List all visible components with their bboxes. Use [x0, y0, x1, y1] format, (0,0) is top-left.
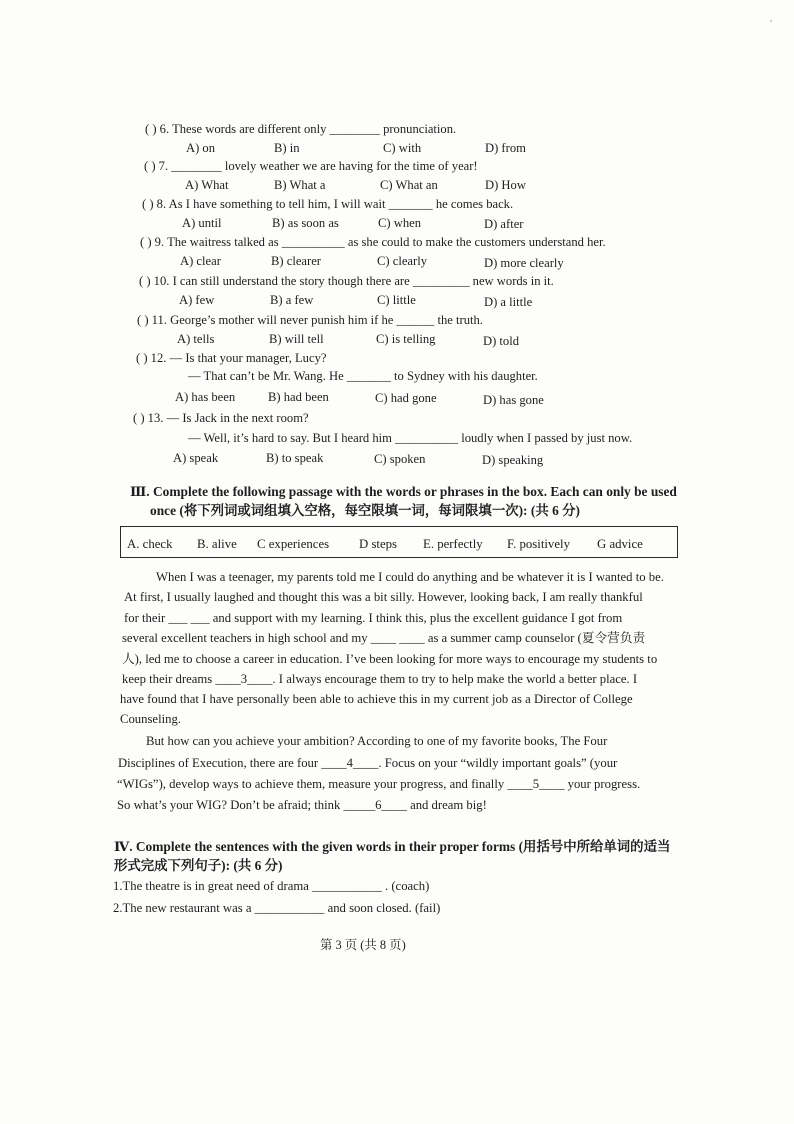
option-b: B) to speak: [266, 451, 324, 465]
passage-line: have found that I have personally been able to achieve this in my current job as a Director of College: [120, 692, 633, 706]
option-d: D) How: [485, 178, 526, 192]
question-stem: ( ) 13. — Is Jack in the next room?: [133, 411, 309, 425]
option-c: C) when: [378, 216, 422, 230]
option-a: A) clear: [180, 254, 221, 268]
option-d: D) after: [484, 217, 524, 231]
section-4-title: Ⅳ. Complete the sentences with the given words in their proper forms (用括号中所给单词的适当: [114, 839, 671, 854]
passage-line: When I was a teenager, my parents told me I could do anything and be whatever it is I wanted to be.: [156, 570, 664, 584]
option-a: A) speak: [173, 451, 219, 465]
section-4-subtitle: 形式完成下列句子): (共 6 分): [114, 858, 283, 873]
option-b: B) will tell: [269, 332, 324, 346]
option-a: A) has been: [175, 390, 236, 404]
option-a: A) What: [185, 178, 229, 192]
option-d: D) a little: [484, 295, 533, 309]
word-box: [120, 526, 678, 558]
question-stem: ( ) 6. These words are different only ________ pronunciation.: [145, 122, 457, 136]
option-b: B) What a: [274, 178, 326, 192]
option-c: C) spoken: [374, 452, 426, 466]
word-option: G advice: [597, 537, 643, 551]
sentence-item-2: 2.The new restaurant was a ___________ and soon closed. (fail): [113, 901, 441, 915]
question-stem: ( ) 10. I can still understand the story though there are _________ new words in it.: [139, 274, 554, 288]
word-option: B. alive: [197, 537, 237, 551]
option-b: B) a few: [270, 293, 314, 307]
passage-line: “WIGs”), develop ways to achieve them, measure your progress, and finally ____5____ your progress.: [117, 777, 641, 791]
option-b: B) as soon as: [272, 216, 339, 230]
word-option: A. check: [127, 537, 173, 551]
question-stem: ( ) 11. George’s mother will never punish him if he ______ the truth.: [137, 313, 483, 327]
option-d: D) told: [483, 334, 520, 348]
page-number: 第 3 页 (共 8 页): [320, 938, 406, 952]
passage-line: Disciplines of Execution, there are four ____4____. Focus on your “wildly important goals” (your: [118, 756, 618, 770]
passage-line: But how can you achieve your ambition? According to one of my favorite books, The Four: [146, 734, 608, 748]
word-option: C experiences: [257, 537, 330, 551]
section-3-subtitle: once (将下列词或词组填入空格，每空限填一词，每词限填一次): (共 6 分): [150, 503, 580, 518]
passage-line: keep their dreams ____3____. I always encourage them to try to help make the world a better place. I: [122, 672, 638, 686]
option-c: C) is telling: [376, 332, 436, 346]
option-d: D) from: [485, 141, 526, 155]
scan-speck: [770, 20, 772, 22]
section-3-title: Ⅲ. Complete the following passage with the words or phrases in the box. Each can only be used: [130, 484, 677, 499]
passage-line: Counseling.: [120, 712, 181, 726]
option-a: A) on: [186, 141, 216, 155]
option-a: A) until: [182, 216, 222, 230]
passage-line: At first, I usually laughed and thought this was a bit silly. However, looking back, I am really thankful: [124, 590, 643, 604]
question-reply: — That can’t be Mr. Wang. He _______ to Sydney with his daughter.: [188, 369, 538, 383]
option-b: B) had been: [268, 390, 329, 404]
option-c: C) little: [377, 293, 416, 307]
option-c: C) had gone: [375, 391, 437, 405]
option-c: C) What an: [380, 178, 438, 192]
passage-line: for their ___ ___ and support with my learning. I think this, plus the excellent guidance I got from: [124, 611, 623, 625]
option-d: D) more clearly: [484, 256, 564, 270]
question-reply: — Well, it’s hard to say. But I heard him __________ loudly when I passed by just now.: [188, 431, 633, 445]
option-d: D) has gone: [483, 393, 544, 407]
question-stem: ( ) 7. ________ lovely weather we are having for the time of year!: [144, 159, 478, 173]
passage-line: several excellent teachers in high school and my ____ ____ as a summer camp counselor (夏令营负责: [122, 631, 646, 645]
option-c: C) clearly: [377, 254, 427, 268]
option-a: A) tells: [177, 332, 215, 346]
option-c: C) with: [383, 141, 422, 155]
option-b: B) in: [274, 141, 300, 155]
passage-line: So what’s your WIG? Don’t be afraid; think _____6____ and dream big!: [117, 798, 487, 812]
option-d: D) speaking: [482, 453, 544, 467]
word-option: F. positively: [507, 537, 570, 551]
question-stem: ( ) 9. The waitress talked as __________ as she could to make the customers understand her.: [140, 235, 606, 249]
option-b: B) clearer: [271, 254, 321, 268]
option-a: A) few: [179, 293, 215, 307]
question-stem: ( ) 12. — Is that your manager, Lucy?: [136, 351, 327, 365]
word-option: D steps: [359, 537, 398, 551]
passage-line: 人), led me to choose a career in education. I’ve been looking for more ways to encourage my students to: [122, 652, 658, 666]
sentence-item-1: 1.The theatre is in great need of drama ___________ . (coach): [113, 879, 430, 893]
word-option: E. perfectly: [423, 537, 483, 551]
question-stem: ( ) 8. As I have something to tell him, I will wait _______ he comes back.: [142, 197, 514, 211]
